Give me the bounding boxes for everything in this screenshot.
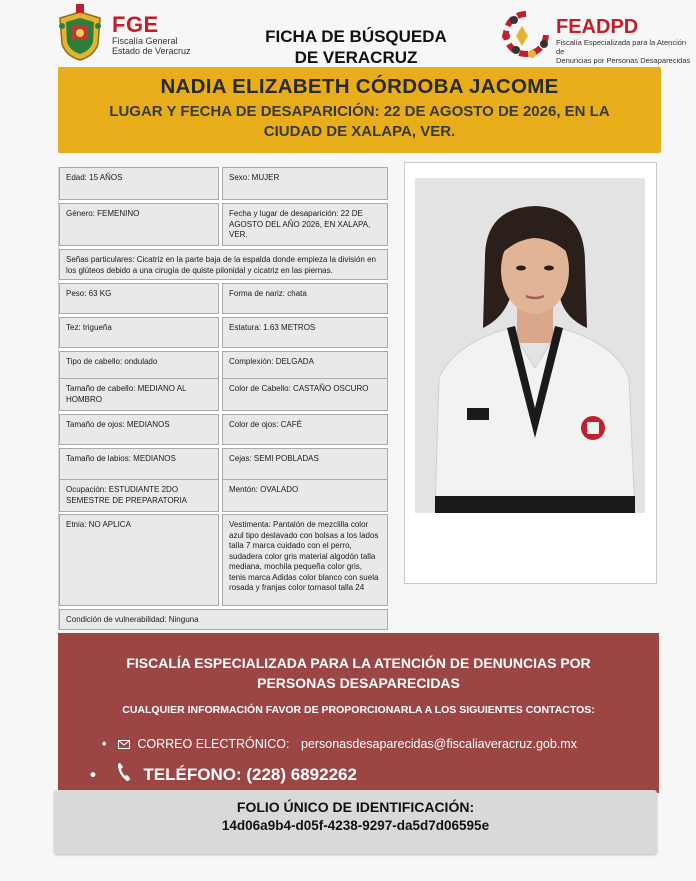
folio-box	[54, 790, 657, 854]
cell-sex: Sexo: MUJER	[222, 167, 388, 200]
fge-subtitle-1: Fiscalía General	[112, 36, 178, 46]
cell-age: Edad: 15 AÑOS	[59, 167, 219, 200]
fge-shield-logo	[54, 4, 106, 64]
feadpd-logo	[496, 4, 554, 64]
cell-gender: Género: FEMENINO	[59, 203, 219, 246]
fge-branding	[112, 14, 191, 56]
phone-row	[90, 762, 357, 787]
cell-disappearance-date: Fecha y lugar de desaparición: 22 DE AGOSTO DEL AÑO 2026, EN XALAPA, VER.	[222, 203, 388, 246]
cell-ethnicity: Etnia: NO APLICA	[59, 514, 219, 606]
document-title-line-2: DE VERACRUZ	[294, 48, 418, 67]
cell-eyebrows: Cejas: SEMI POBLADAS	[222, 448, 388, 480]
bullet-icon: •	[90, 765, 96, 784]
contact-instructions: CUALQUIER INFORMACIÓN FAVOR DE PROPORCIONARLA A LOS SIGUIENTES CONTACTOS:	[122, 704, 595, 716]
missing-person-name: NADIA ELIZABETH CÓRDOBA JACOME	[160, 75, 559, 98]
bullet-icon: •	[102, 737, 107, 751]
document-title	[236, 26, 476, 68]
description-table	[58, 167, 388, 630]
cell-weight: Peso: 63 KG	[59, 283, 219, 314]
cell-hair-color: Color de Cabello: CASTAÑO OSCURO	[222, 378, 388, 411]
cell-eye-color: Color de ojos: CAFÉ	[222, 414, 388, 445]
cell-eye-size: Tamaño de ojos: MEDIANOS	[59, 414, 219, 445]
cell-hair-length: Tamaño de cabello: MEDIANO AL HOMBRO	[59, 378, 219, 411]
cell-clothing: Vestimenta: Pantalón de mezclilla color azul tipo deslavado con bolsas a los lados talla 7 marca cuidado con el perro, sudadera color gris material algodón talla mediana, mochila pequeña color gris, tenis marca Adidas color blanco con suela rosada y franjas color tornasol talla 24	[222, 514, 388, 606]
feadpd-branding	[556, 16, 696, 65]
email-row	[102, 737, 577, 752]
folio-id: 14d06a9b4-d05f-4238-9297-da5d7d06595e	[221, 818, 490, 833]
contact-title: FISCALÍA ESPECIALIZADA PARA LA ATENCIÓN DE DENUNCIAS POR PERSONAS DESAPARECIDAS	[126, 655, 591, 691]
document-title-line-1: FICHA DE BÚSQUEDA	[265, 27, 447, 46]
cell-build: Complexión: DELGADA	[222, 351, 388, 382]
feadpd-title: FEADPD	[556, 16, 639, 38]
email-label: CORREO ELECTRÓNICO:	[137, 737, 290, 751]
cell-hair-type: Tipo de cabello: ondulado	[59, 351, 219, 382]
cell-complexion-tone: Tez: trigueña	[59, 317, 219, 348]
fge-title: FGE	[112, 12, 159, 37]
email-link[interactable]: personasdesaparecidas@fiscaliaveracruz.gob.mx	[300, 737, 577, 751]
cell-height: Estatura: 1.63 METROS	[222, 317, 388, 348]
disappearance-place-date: LUGAR Y FECHA DE DESAPARICIÓN: 22 DE AGOSTO DE 2026, EN LA CIUDAD DE XALAPA, VER.	[109, 103, 610, 140]
phone-number[interactable]: TELÉFONO: (228) 6892262	[143, 765, 357, 784]
phone-icon	[117, 762, 131, 787]
folio-label: FOLIO ÚNICO DE IDENTIFICACIÓN:	[236, 799, 475, 815]
envelope-icon	[118, 738, 130, 752]
cell-vulnerability: Condición de vulnerabilidad: Ninguna	[59, 609, 388, 630]
feadpd-subtitle-2: Denuncias por Personas Desaparecidas	[556, 56, 691, 65]
missing-person-photo	[415, 178, 645, 513]
cell-nose-shape: Forma de nariz: chata	[222, 283, 388, 314]
person-banner	[58, 67, 661, 153]
fge-subtitle-2: Estado de Veracruz	[112, 46, 191, 56]
cell-distinguishing-marks: Señas particulares: Cicatriz en la parte baja de la espalda donde empieza la división en los glúteos debido a una cirugía de quiste pilonidal y cicatriz en las piernas.	[59, 249, 388, 280]
cell-occupation: Ocupación: ESTUDIANTE 2DO SEMESTRE DE PREPARATORIA	[59, 479, 219, 512]
cell-chin: Mentón: OVALADO	[222, 479, 388, 512]
cell-lip-size: Tamaño de labios: MEDIANOS	[59, 448, 219, 480]
feadpd-subtitle-1: Fiscalía Especializada para la Atención de	[556, 38, 687, 56]
